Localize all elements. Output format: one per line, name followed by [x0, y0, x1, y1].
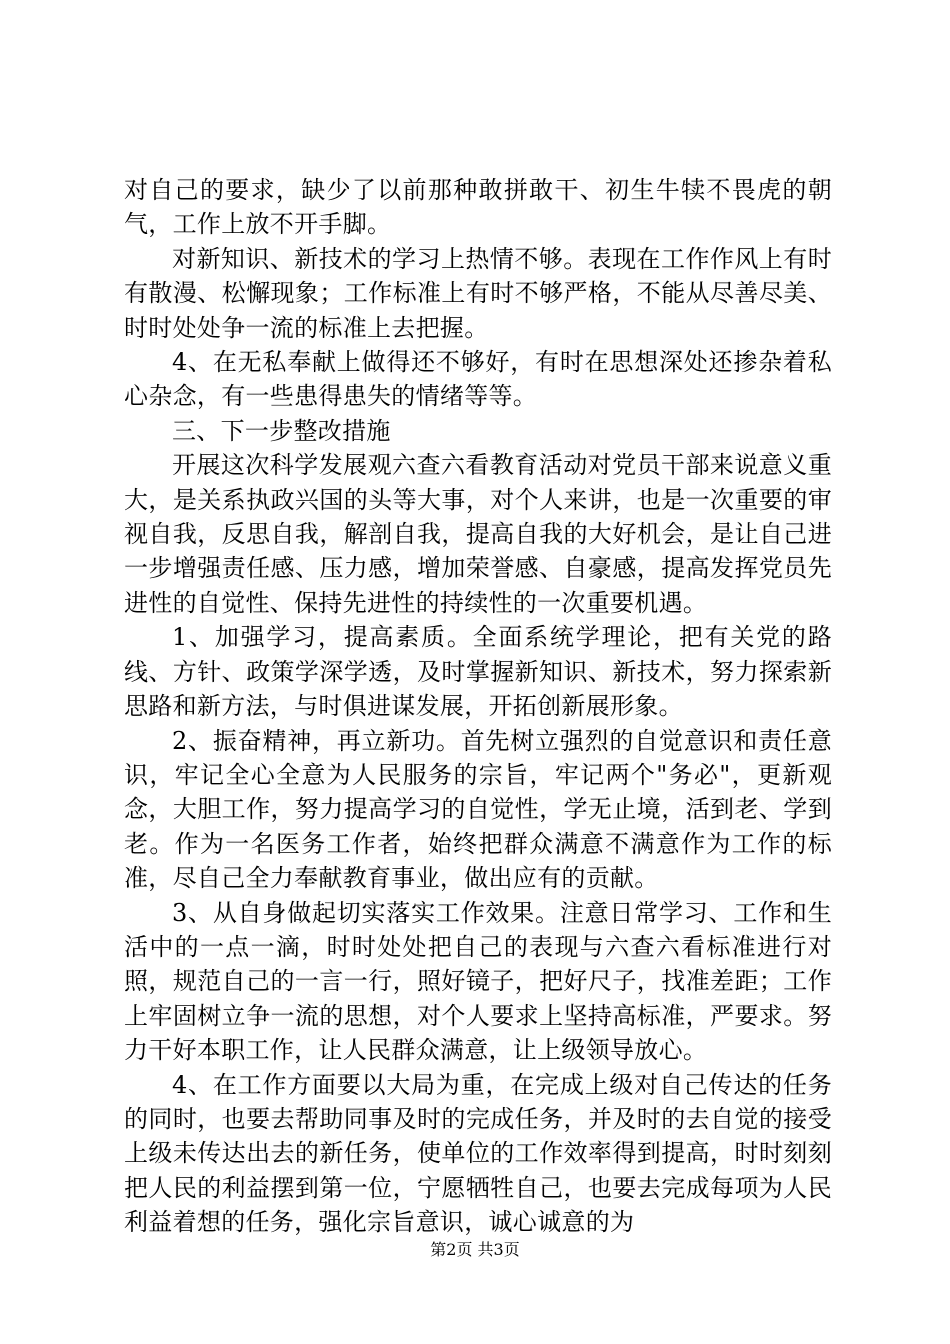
- paragraph-6: 2、振奋精神，再立新功。首先树立强烈的自觉意识和责任意识，牢记全心全意为人民服务的宗旨，牢记两个"务必"，更新观念，大胆工作，努力提高学习的自觉性，学无止境，活到老、学到老。作为一名医务工作者，始终把群众满意不满意作为工作的标准，尽自己全力奉献教育事业，做出应有的贡献。: [124, 726, 832, 893]
- paragraph-7: 3、从自身做起切实落实工作效果。注意日常学习、工作和生活中的一点一滴，时时处处把自己的表现与六查六看标准进行对照，规范自己的一言一行，照好镜子，把好尺子，找准差距；工作上牢固树立争一流的思想，对个人要求上坚持高标准，严要求。努力干好本职工作，让人民群众满意，让上级领导放心。: [124, 898, 832, 1065]
- section-heading: 三、下一步整改措施: [172, 416, 391, 445]
- paragraph-1: 对自己的要求，缺少了以前那种敢拼敢干、初生牛犊不畏虎的朝气，工作上放不开手脚。: [124, 176, 832, 239]
- paragraph-4: 开展这次科学发展观六查六看教育活动对党员干部来说意义重大，是关系执政兴国的头等大事，对个人来讲，也是一次重要的审视自我，反思自我，解剖自我，提高自我的大好机会，是让自己进一步增强责任感、压力感，增加荣誉感、自豪感，提高发挥党员先进性的自觉性、保持先进性的持续性的一次重要机遇。: [124, 451, 832, 617]
- page-number-footer: 第2页 共3页: [430, 1240, 520, 1259]
- paragraph-2: 对新知识、新技术的学习上热情不够。表现在工作作风上有时有散漫、松懈现象；工作标准上有时不够严格，不能从尽善尽美、时时处处争一流的标准上去把握。: [124, 244, 832, 342]
- document-body: [124, 173, 832, 1240]
- paragraph-8: 4、在工作方面要以大局为重，在完成上级对自己传达的任务的同时，也要去帮助同事及时的完成任务，并及时的去自觉的接受上级未传达出去的新任务，使单位的工作效率得到提高，时时刻刻把人民的利益摆到第一位，宁愿牺牲自己，也要去完成每项为人民利益着想的任务，强化宗旨意识，诚心诚意的为: [124, 1070, 832, 1237]
- paragraph-3: 4、在无私奉献上做得还不够好，有时在思想深处还掺杂着私心杂念，有一些患得患失的情绪等等。: [124, 348, 832, 411]
- paragraph-5: 1、加强学习，提高素质。全面系统学理论，把有关党的路线、方针、政策学深学透，及时掌握新知识、新技术，努力探索新思路和新方法，与时俱进谋发展，开拓创新展形象。: [124, 623, 832, 721]
